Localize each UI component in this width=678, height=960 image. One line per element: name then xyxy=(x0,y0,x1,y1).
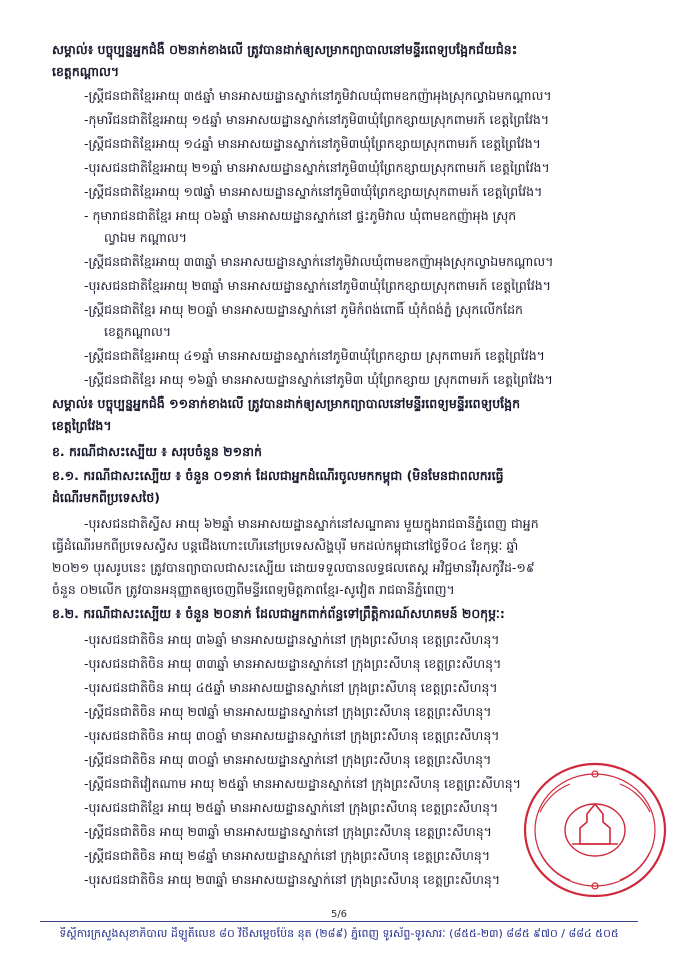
case-item: -ស្ត្រីជនជាតិខ្មែរអាយុ ៣៥ឆ្នាំ មានអាសយដ្ឋានស្នាក់នៅភូមិវាលឃុំពាមឧកញ៉ាអុងស្រុកល្វាឯមកណ្តាល។ xyxy=(84,88,552,103)
recovered-case-item: -ស្ត្រីជនជាតិវៀតណាម អាយុ ២៥ឆ្នាំ មានអាសយដ្ឋានស្នាក់នៅ ក្រុងព្រះសីហនុ ខេត្តព្រះសីហនុ។ xyxy=(84,776,521,791)
recovered-case-item: -បុរសជនជាតិចិន អាយុ ៣៣ឆ្នាំ មានអាសយដ្ឋានស្នាក់នៅ ក្រុងព្រះសីហនុ ខេត្តព្រះសីហនុ។ xyxy=(84,656,502,671)
page-number: 5/6 xyxy=(330,909,348,920)
recovered-case-item: -ស្ត្រីជនជាតិចិន អាយុ ៣០ឆ្នាំ មានអាសយដ្ឋានស្នាក់នៅ ក្រុងព្រះសីហនុ ខេត្តព្រះសីហនុ។ xyxy=(84,752,492,767)
footer-divider xyxy=(40,921,638,922)
subsection-heading-1-continuation: ដំណើរមកពីប្រទេសថៃ) xyxy=(52,490,161,505)
note-2-line-1: សម្គាល់៖ បច្ចុប្បន្នអ្នកជំងឺ ១១នាក់ខាងលើ ត្រូវបានដាក់ឲ្យសម្រាកព្យាបាលនៅមន្ទីរពេទ្យមន្ទីរពេទ្យបង្អែក xyxy=(52,396,521,411)
case-item-continuation: ខេត្តកណ្តាល។ xyxy=(104,324,172,339)
case-item: -បុរសជនជាតិខ្មែរអាយុ ២៣ឆ្នាំ មានអាសយដ្ឋានស្នាក់នៅភូមិ៣ឃុំព្រែកខ្សាយស្រុកពាមរក៍ ខេត្តព្រៃវែង។ xyxy=(84,278,551,293)
recovered-case-paragraph-line: ២០២១ បុរសរូបនេះ ត្រូវបានព្យាបាលជាសះស្បើយ ដោយទទួលបានលទ្ធផលតេស្ត អវិជ្ជមានវីរុសកូវីដ-១៩ xyxy=(52,560,535,575)
note-1-line-2: ខេត្តកណ្តាល។ xyxy=(52,64,120,79)
recovered-case-item: -ស្ត្រីជនជាតិចិន អាយុ ២៧ឆ្នាំ មានអាសយដ្ឋានស្នាក់នៅ ក្រុងព្រះសីហនុ ខេត្តព្រះសីហនុ។ xyxy=(84,704,492,719)
recovered-case-item: -បុរសជនជាតិខ្មែរ អាយុ ២៥ឆ្នាំ មានអាសយដ្ឋានស្នាក់នៅ ក្រុងព្រះសីហនុ ខេត្តព្រះសីហនុ។ xyxy=(84,800,499,815)
recovered-case-paragraph-line: ធ្វើដំណើរមកពីប្រទេសស្វីស បន្តជើងហោះហើរនៅប្រទេសសិង្ហបុរី មកដល់កម្ពុជានៅថ្ងៃទី០៤ ខែកុម្ភៈ ឆ្នាំ xyxy=(52,538,519,553)
case-item: -បុរសជនជាតិខ្មែរអាយុ ២១ឆ្នាំ មានអាសយដ្ឋានស្នាក់នៅភូមិ៣ឃុំព្រែកខ្សាយស្រុកពាមរក៍ ខេត្តព្រៃវែង។ xyxy=(84,160,550,175)
recovered-case-item: -បុរសជនជាតិចិន អាយុ ២៣ឆ្នាំ មានអាសយដ្ឋានស្នាក់នៅ ក្រុងព្រះសីហនុ ខេត្តព្រះសីហនុ។ xyxy=(84,872,501,887)
case-item: -ស្ត្រីជនជាតិខ្មែរអាយុ ៣៣ឆ្នាំ មានអាសយដ្ឋានស្នាក់នៅភូមិវាលឃុំពាមឧកញ៉ាអុងស្រុកល្វាឯមកណ្តាល។ xyxy=(84,254,554,269)
recovered-case-item: -បុរសជនជាតិចិន អាយុ ៣៦ឆ្នាំ មានអាសយដ្ឋានស្នាក់នៅ ក្រុងព្រះសីហនុ ខេត្តព្រះសីហនុ។ xyxy=(84,632,500,647)
recovered-case-paragraph-line: ចំនួន ០២លើក ត្រូវបានអនុញ្ញាតឲ្យចេញពីមន្ទីរពេទ្យមិត្តភាពខ្មែរ-សូវៀត រាជធានីភ្នំពេញ។ xyxy=(52,582,455,597)
recovered-case-item: -បុរសជនជាតិចិន អាយុ ៤៥ឆ្នាំ មានអាសយដ្ឋានស្នាក់នៅ ក្រុងព្រះសីហនុ ខេត្តព្រះសីហនុ។ xyxy=(84,680,498,695)
section-heading-recovered: ខ. ករណីជាសះស្បើយ ៖ សរុបចំនួន ២១នាក់ xyxy=(52,444,262,459)
case-item: -កុមារីជនជាតិខ្មែរអាយុ ១៥ឆ្នាំ មានអាសយដ្ឋានស្នាក់នៅភូមិ៣ឃុំព្រែកខ្សាយស្រុកពាមរក៍ ខេត្តព្រៃវែង។ xyxy=(84,112,550,127)
case-item: - កុមារាជនជាតិខ្មែរ អាយុ ០៦ឆ្នាំ មានអាសយដ្ឋានស្នាក់នៅ ផ្ទះភូមិវាល ឃុំពាមឧកញ៉ាអុង ស្រុក xyxy=(84,208,517,223)
case-item: -ស្ត្រីជនជាតិខ្មែរអាយុ ១៤ឆ្នាំ មានអាសយដ្ឋានស្នាក់នៅភូមិ៣ឃុំព្រែកខ្សាយស្រុកពាមរក៍ ខេត្តព្រៃវែង។ xyxy=(84,136,541,151)
case-item: -ស្ត្រីជនជាតិខ្មែរ អាយុ ២០ឆ្នាំ មានអាសយដ្ឋានស្នាក់នៅ ភូមិកំពង់ពោធិ៍ ឃុំកំពង់ភ្នំ ស្រុកលើកដែក xyxy=(84,302,523,317)
recovered-case-paragraph-line: -បុរសជនជាតិស្វីស អាយុ ៦២ឆ្នាំ មានអាសយដ្ឋានស្នាក់នៅសណ្ឋាគារ មួយក្នុងរាជធានីភ្នំពេញ ជាអ្នក xyxy=(84,516,539,531)
recovered-case-item: -ស្ត្រីជនជាតិចិន អាយុ ២៣ឆ្នាំ មានអាសយដ្ឋានស្នាក់នៅ ក្រុងព្រះសីហនុ ខេត្តព្រះសីហនុ។ xyxy=(84,824,492,839)
subsection-heading-2: ខ.២. ករណីជាសះស្បើយ ៖ ចំនួន ២០នាក់ ដែលជាអ្នកពាក់ព័ន្ធទៅព្រឹត្តិការណ៍សហគមន៍ ២០កុម្ភៈ: xyxy=(52,606,505,621)
subsection-heading-1: ខ.១. ករណីជាសះស្បើយ ៖ ចំនួន ០១នាក់ ដែលជាអ្នកដំណើរចូលមកកម្ពុជា (មិនមែនជាពលករធ្វើ xyxy=(52,468,504,483)
recovered-case-item: -ស្ត្រីជនជាតិចិន អាយុ ២៨ឆ្នាំ មានអាសយដ្ឋានស្នាក់នៅ ក្រុងព្រះសីហនុ ខេត្តព្រះសីហនុ។ xyxy=(84,848,491,863)
footer-address: ទីស្តីការក្រសួងសុខាភិបាល ដីឡូតិ៍លេខ ៨០ វិថីសម្តេចប៉ែន នុត (២៨៩) ភ្នំពេញ ទូរស័ព្ទ-ទូរសារៈ (៨៥៥-២៣) ៨៨៥ ៩៧០ / ៨៨៤ ៥០៥ xyxy=(59,927,619,940)
official-seal-stamp xyxy=(500,752,670,902)
recovered-case-item: -បុរសជនជាតិចិន អាយុ ៣០ឆ្នាំ មានអាសយដ្ឋានស្នាក់នៅ ក្រុងព្រះសីហនុ ខេត្តព្រះសីហនុ។ xyxy=(84,728,500,743)
case-item: -ស្ត្រីជនជាតិខ្មែរអាយុ ១៧ឆ្នាំ មានអាសយដ្ឋានស្នាក់នៅភូមិ៣ឃុំព្រែកខ្សាយស្រុកពាមរក៍ ខេត្តព្រៃវែង។ xyxy=(84,184,543,199)
case-item: -ស្ត្រីជនជាតិខ្មែរ អាយុ ១៦ឆ្នាំ មានអាសយដ្ឋានស្នាក់នៅភូមិ៣ ឃុំព្រែកខ្សាយ ស្រុកពាមរក៍ ខេត្តព្រៃវែង។ xyxy=(84,372,553,387)
case-item-continuation: ល្វាឯម កណ្តាល។ xyxy=(104,230,188,245)
case-item: -ស្ត្រីជនជាតិខ្មែរអាយុ ៤១ឆ្នាំ មានអាសយដ្ឋានស្នាក់នៅភូមិ៣ឃុំព្រែកខ្សាយ ស្រុកពាមរក៍ ខេត្តព្រៃវែង។ xyxy=(84,348,545,363)
note-1-line-1: សម្គាល់៖ បច្ចុប្បន្នអ្នកជំងឺ ០២នាក់ខាងលើ ត្រូវបានដាក់ឲ្យសម្រាកព្យាបាលនៅមន្ទីរពេទ្យបង្អែកជ័យជំនះ xyxy=(52,42,518,57)
note-2-line-2: ខេត្តព្រៃវែង។ xyxy=(52,418,112,433)
